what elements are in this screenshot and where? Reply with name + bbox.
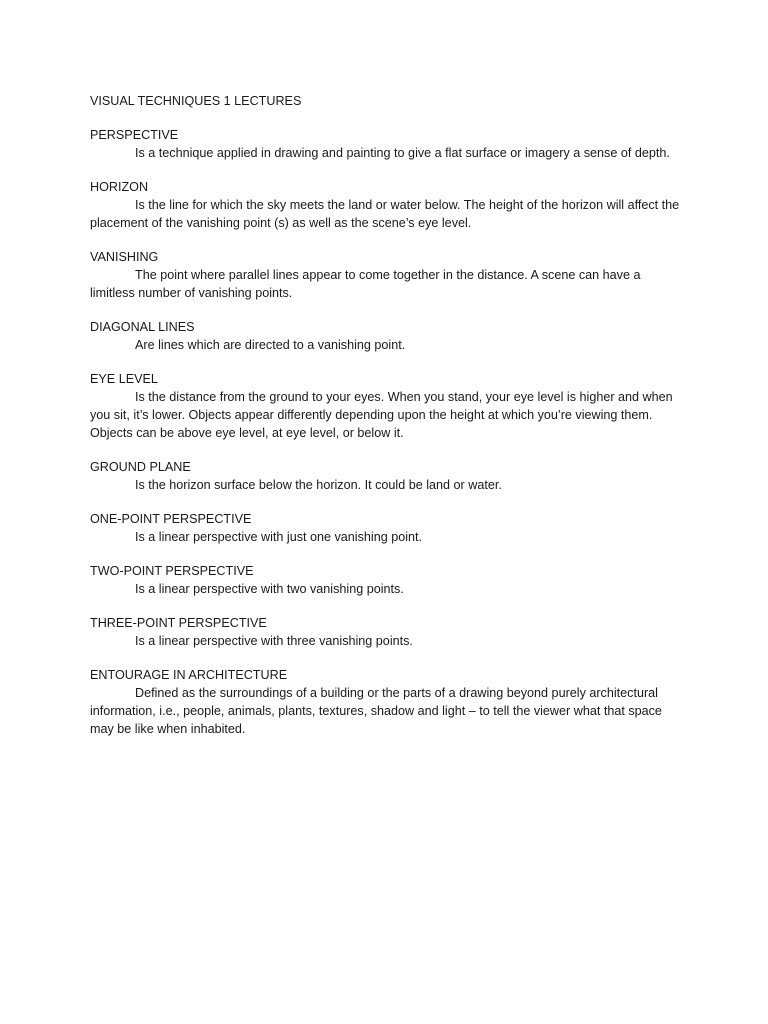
term-heading: HORIZON xyxy=(90,180,149,194)
entry-entourage-in-architecture xyxy=(90,666,686,738)
term-definition: Is the distance from the ground to your eyes. When you stand, your eye level is higher and when you sit, it’s lower. Objects appear differently depending upon the height at which you’re viewing them. Objects can be above eye level, at eye level, or below it. xyxy=(90,390,673,440)
term-heading: ONE-POINT PERSPECTIVE xyxy=(90,512,252,526)
document-title: VISUAL TECHNIQUES 1 LECTURES xyxy=(90,94,302,108)
entry-horizon xyxy=(90,178,686,232)
term-heading: TWO-POINT PERSPECTIVE xyxy=(90,564,254,578)
entry-ground-plane xyxy=(90,458,686,494)
term-definition: Is a linear perspective with three vanishing points. xyxy=(135,634,413,648)
entry-three-point-perspective xyxy=(90,614,686,650)
term-definition: Defined as the surroundings of a building or the parts of a drawing beyond purely architectural information, i.e., people, animals, plants, textures, shadow and light – to tell the viewer what that space may be like when inhabited. xyxy=(90,686,662,736)
term-definition: Are lines which are directed to a vanishing point. xyxy=(135,338,406,352)
term-heading: PERSPECTIVE xyxy=(90,128,179,142)
term-definition: Is a linear perspective with two vanishing points. xyxy=(135,582,404,596)
term-definition: Is the horizon surface below the horizon. It could be land or water. xyxy=(135,478,502,492)
document-body xyxy=(90,92,686,754)
term-heading: THREE-POINT PERSPECTIVE xyxy=(90,616,267,630)
term-heading: GROUND PLANE xyxy=(90,460,191,474)
term-definition: Is the line for which the sky meets the land or water below. The height of the horizon will affect the placement of the vanishing point (s) as well as the scene’s eye level. xyxy=(90,198,680,230)
entry-eye-level xyxy=(90,370,686,442)
entry-two-point-perspective xyxy=(90,562,686,598)
term-heading: DIAGONAL LINES xyxy=(90,320,195,334)
entry-diagonal-lines xyxy=(90,318,686,354)
term-heading: VANISHING xyxy=(90,250,159,264)
term-heading: ENTOURAGE IN ARCHITECTURE xyxy=(90,668,288,682)
term-definition: Is a linear perspective with just one vanishing point. xyxy=(135,530,423,544)
term-heading: EYE LEVEL xyxy=(90,372,158,386)
term-definition: The point where parallel lines appear to come together in the distance. A scene can have a limitless number of vanishing points. xyxy=(90,268,641,300)
entry-one-point-perspective xyxy=(90,510,686,546)
entry-vanishing xyxy=(90,248,686,302)
term-definition: Is a technique applied in drawing and painting to give a flat surface or imagery a sense of depth. xyxy=(135,146,670,160)
entry-perspective xyxy=(90,126,686,162)
